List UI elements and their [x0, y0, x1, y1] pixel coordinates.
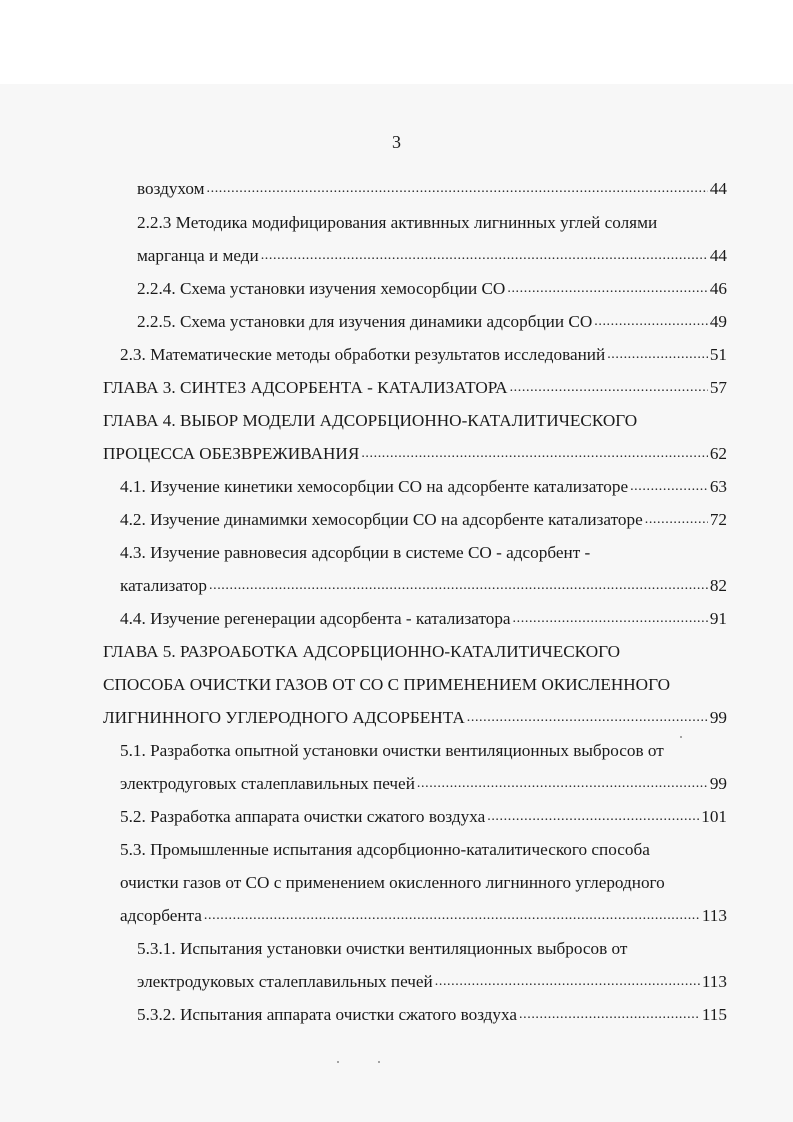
dot-leader — [507, 278, 707, 300]
toc-entry-text: 5.3.1. Испытания установки очистки вентиляционных выбросов от — [137, 939, 628, 958]
toc-entry-page: 62 — [709, 444, 727, 463]
dot-leader — [209, 575, 708, 597]
toc-entry — [137, 1004, 727, 1026]
toc-entry-page: 51 — [709, 345, 727, 364]
toc-entry-page: 46 — [709, 279, 727, 298]
toc-entry — [120, 608, 727, 630]
toc-entry-page: 91 — [709, 609, 727, 628]
dot-leader — [417, 773, 708, 795]
dot-leader — [519, 1004, 700, 1026]
toc-entry — [120, 344, 727, 366]
dot-leader — [261, 245, 708, 267]
dot-leader — [607, 344, 708, 366]
toc-entry — [120, 806, 727, 828]
toc-entry — [103, 377, 727, 399]
toc-entry — [120, 542, 727, 564]
toc-entry-page: 115 — [701, 1005, 727, 1024]
page-number: 3 — [392, 132, 401, 152]
toc-entry-text: 4.4. Изучение регенерации адсорбента - катализатора — [120, 609, 511, 628]
dot-leader — [207, 178, 708, 200]
toc-entry-text: 4.2. Изучение динамимки хемосорбции СО на адсорбенте катализаторе — [120, 510, 643, 529]
toc-entry — [120, 476, 727, 498]
toc-entry-page: 99 — [709, 708, 727, 727]
toc-entry — [137, 212, 727, 234]
toc-entry — [137, 245, 727, 267]
toc-entry-text: 2.3. Математические методы обработки результатов исследований — [120, 345, 606, 364]
toc-entry-text: марганца и меди — [137, 246, 259, 265]
toc-entry-page: 49 — [709, 312, 727, 331]
dot-leader — [510, 377, 708, 399]
toc-entry — [120, 773, 727, 795]
toc-entry — [137, 311, 727, 333]
dot-leader — [204, 905, 700, 927]
toc-entry-text: ПРОЦЕССА ОБЕЗВРЕЖИВАНИЯ — [103, 444, 360, 463]
toc-entry-text: воздухом — [137, 179, 205, 198]
scan-speck — [680, 736, 682, 738]
toc-entry — [137, 178, 727, 200]
toc-entry — [103, 641, 727, 663]
toc-entry — [137, 971, 727, 993]
toc-entry-text: 5.2. Разработка аппарата очистки сжатого воздуха — [120, 807, 486, 826]
toc-entry-text: адсорбента — [120, 906, 202, 925]
toc-entry — [120, 905, 727, 927]
toc-entry — [120, 839, 727, 861]
toc-entry-text: 2.2.5. Схема установки для изучения динамики адсорбции СО — [137, 312, 593, 331]
toc-entry-page: 44 — [709, 246, 727, 265]
dot-leader — [513, 608, 708, 630]
toc-entry-text: 2.2.3 Методика модифицирования активнных лигнинных углей солями — [137, 213, 658, 232]
toc-entry-page: 101 — [701, 807, 727, 826]
toc-entry-text: ГЛАВА 3. СИНТЕЗ АДСОРБЕНТА - КАТАЛИЗАТОРА — [103, 378, 508, 397]
dot-leader — [645, 509, 708, 531]
toc-entry-page: 44 — [709, 179, 727, 198]
toc-entry-text: ГЛАВА 4. ВЫБОР МОДЕЛИ АДСОРБЦИОННО-КАТАЛИТИЧЕСКОГО — [103, 411, 638, 430]
toc-entry-text: 5.3. Промышленные испытания адсорбционно-каталитического способа — [120, 840, 650, 859]
toc-entry-text: 4.1. Изучение кинетики хемосорбции СО на адсорбенте катализаторе — [120, 477, 629, 496]
toc-entry-text: ЛИГНИННОГО УГЛЕРОДНОГО АДСОРБЕНТА — [103, 708, 465, 727]
toc-entry-text: СПОСОБА ОЧИСТКИ ГАЗОВ ОТ СО С ПРИМЕНЕНИЕМ ОКИСЛЕННОГО — [103, 675, 671, 694]
dot-leader — [435, 971, 700, 993]
dot-leader — [594, 311, 708, 333]
toc-entry-page: 72 — [709, 510, 727, 529]
toc-entry — [120, 872, 727, 894]
dot-leader — [467, 707, 708, 729]
toc-entry — [103, 674, 727, 696]
toc-entry-page: 57 — [709, 378, 727, 397]
toc-entry-text: 4.3. Изучение равновесия адсорбции в системе СО - адсорбент - — [120, 543, 591, 562]
toc-entry-page: 82 — [709, 576, 727, 595]
toc-entry — [120, 575, 727, 597]
toc-entry-page: 113 — [701, 972, 727, 991]
toc-entry-text: электродуковых сталеплавильных печей — [137, 972, 433, 991]
toc-entry — [120, 740, 727, 762]
toc-entry-text: ГЛАВА 5. РАЗРОАБОТКА АДСОРБЦИОННО-КАТАЛИТИЧЕСКОГО — [103, 642, 621, 661]
dot-leader — [361, 443, 708, 465]
dot-leader — [630, 476, 708, 498]
toc-entry-text: электродуговых сталеплавильных печей — [120, 774, 415, 793]
toc-entry — [120, 509, 727, 531]
scan-top-margin — [0, 0, 793, 84]
toc-entry — [103, 443, 727, 465]
toc-entry — [137, 938, 727, 960]
toc-entry-text: очистки газов от СО с применением окисленного лигнинного углеродного — [120, 873, 665, 892]
toc-entry-text: катализатор — [120, 576, 207, 595]
toc-entry-text: 5.3.2. Испытания аппарата очистки сжатого воздуха — [137, 1005, 518, 1024]
toc-entry-page: 99 — [709, 774, 727, 793]
toc-entry-text: 2.2.4. Схема установки изучения хемосорбции СО — [137, 279, 506, 298]
toc-entry — [103, 707, 727, 729]
toc-entry-page: 113 — [701, 906, 727, 925]
toc-entry-text: 5.1. Разработка опытной установки очистки вентиляционных выбросов от — [120, 741, 664, 760]
toc-entry — [137, 278, 727, 300]
toc-entry — [103, 410, 727, 432]
scan-speck — [378, 1061, 380, 1063]
scan-speck — [337, 1061, 339, 1063]
toc-entry-page: 63 — [709, 477, 727, 496]
dot-leader — [487, 806, 699, 828]
